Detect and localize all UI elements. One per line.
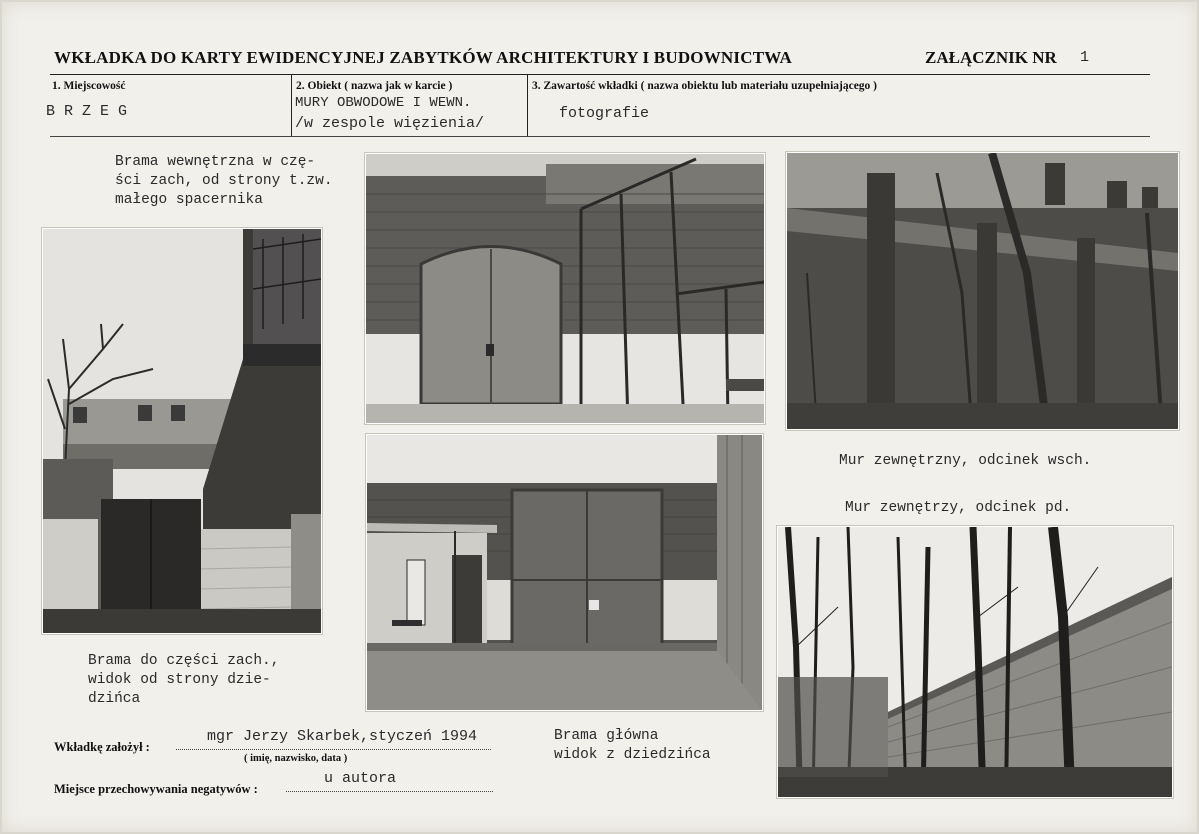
photo-main-gate: [366, 434, 763, 711]
contents-value: fotografie: [559, 105, 650, 122]
caption-main-gate: Brama główna widok z dziedzińca: [554, 728, 711, 763]
negatives-value: u autora: [324, 770, 397, 787]
caption-south-wall: Mur zewnętrzy, odcinek pd.: [845, 500, 1072, 516]
author-hint: ( imię, nazwisko, data ): [244, 753, 348, 764]
header-rule: [50, 74, 1150, 75]
caption-east-wall: Mur zewnętrzny, odcinek wsch.: [839, 453, 1092, 469]
record-sheet: [2, 2, 1197, 832]
object-value-line2: /w zespole więzienia/: [295, 115, 485, 132]
field-divider-2: [527, 74, 528, 136]
photo-inner-gate: [42, 228, 322, 634]
locality-label: 1. Miejscowość: [52, 80, 126, 92]
caption-west-gate: Brama do części zach., widok od strony dzie- dzińca: [88, 653, 280, 707]
caption-inner-gate: Brama wewnętrzna w czę- ści zach, od strony t.zw. małego spacernika: [115, 154, 333, 208]
author-value: mgr Jerzy Skarbek,styczeń 1994: [207, 728, 478, 745]
locality-value: B R Z E G: [46, 103, 128, 120]
photo-west-gate: [365, 153, 765, 424]
object-label: 2. Obiekt ( nazwa jak w karcie ): [296, 80, 453, 92]
contents-label: 3. Zawartość wkładki ( nazwa obiektu lub materiału uzupełniającego ): [532, 80, 878, 92]
author-label: Wkładkę założył :: [54, 740, 150, 754]
photo-east-wall: [786, 152, 1179, 430]
negatives-rule: [286, 791, 493, 792]
attachment-number: 1: [1080, 49, 1090, 66]
author-rule: [176, 749, 491, 750]
document-title: WKŁADKA DO KARTY EWIDENCYJNEJ ZABYTKÓW ARCHITEKTURY I BUDOWNICTWA: [54, 48, 793, 67]
negatives-label: Miejsce przechowywania negatywów :: [54, 782, 258, 796]
photo-south-wall: [777, 526, 1173, 798]
attachment-label: ZAŁĄCZNIK NR: [925, 48, 1057, 67]
fields-rule: [50, 136, 1150, 137]
object-value-line1: MURY OBWODOWE I WEWN.: [295, 95, 472, 111]
field-divider-1: [291, 74, 292, 136]
